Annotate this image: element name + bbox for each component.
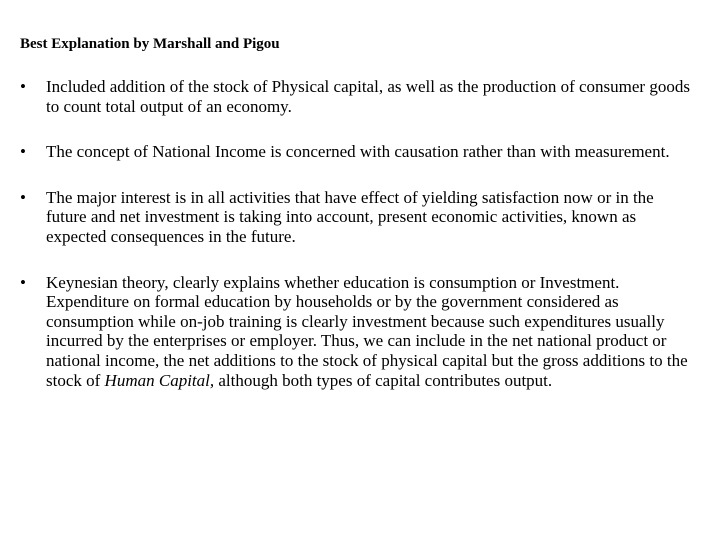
bullet-dot: • <box>20 187 26 207</box>
bullet-item <box>20 273 690 391</box>
bullet-text: The major interest is in all activities that have effect of yielding satisfaction now or in the future and net investment is taking into account, present economic activities, known as expected consequences in the future. <box>46 187 654 246</box>
slide-heading: Best Explanation by Marshall and Pigou <box>20 36 280 52</box>
bullet-item <box>20 188 690 247</box>
bullet-item <box>20 142 690 162</box>
bullet-dot: • <box>20 77 26 96</box>
bullet-text-italic: Human Capital, <box>104 370 215 390</box>
bullet-text-part: Keynesian theory, clearly explains whether education is consumption or Investment. Expenditure on formal education by households or by the government considered as consumption while on-job training is clearly investment because such expenditures usually incurred by the enterprises or employer. Thus, we can include in the net national product or national income, the net additions to the stock of physical capital but the gross additions to the stock of <box>46 272 688 390</box>
bullet-dot: • <box>20 272 26 292</box>
bullet-item <box>20 77 690 116</box>
bullet-dot: • <box>20 142 26 162</box>
bullet-text: The concept of National Income is concerned with causation rather than with measurement. <box>46 142 670 162</box>
bullet-list <box>20 77 690 390</box>
bullet-text-part: although both types of capital contributes output. <box>214 370 553 390</box>
bullet-text: Included addition of the stock of Physical capital, as well as the production of consumer goods to count total output of an economy. <box>46 77 690 116</box>
bullet-text <box>46 273 688 390</box>
